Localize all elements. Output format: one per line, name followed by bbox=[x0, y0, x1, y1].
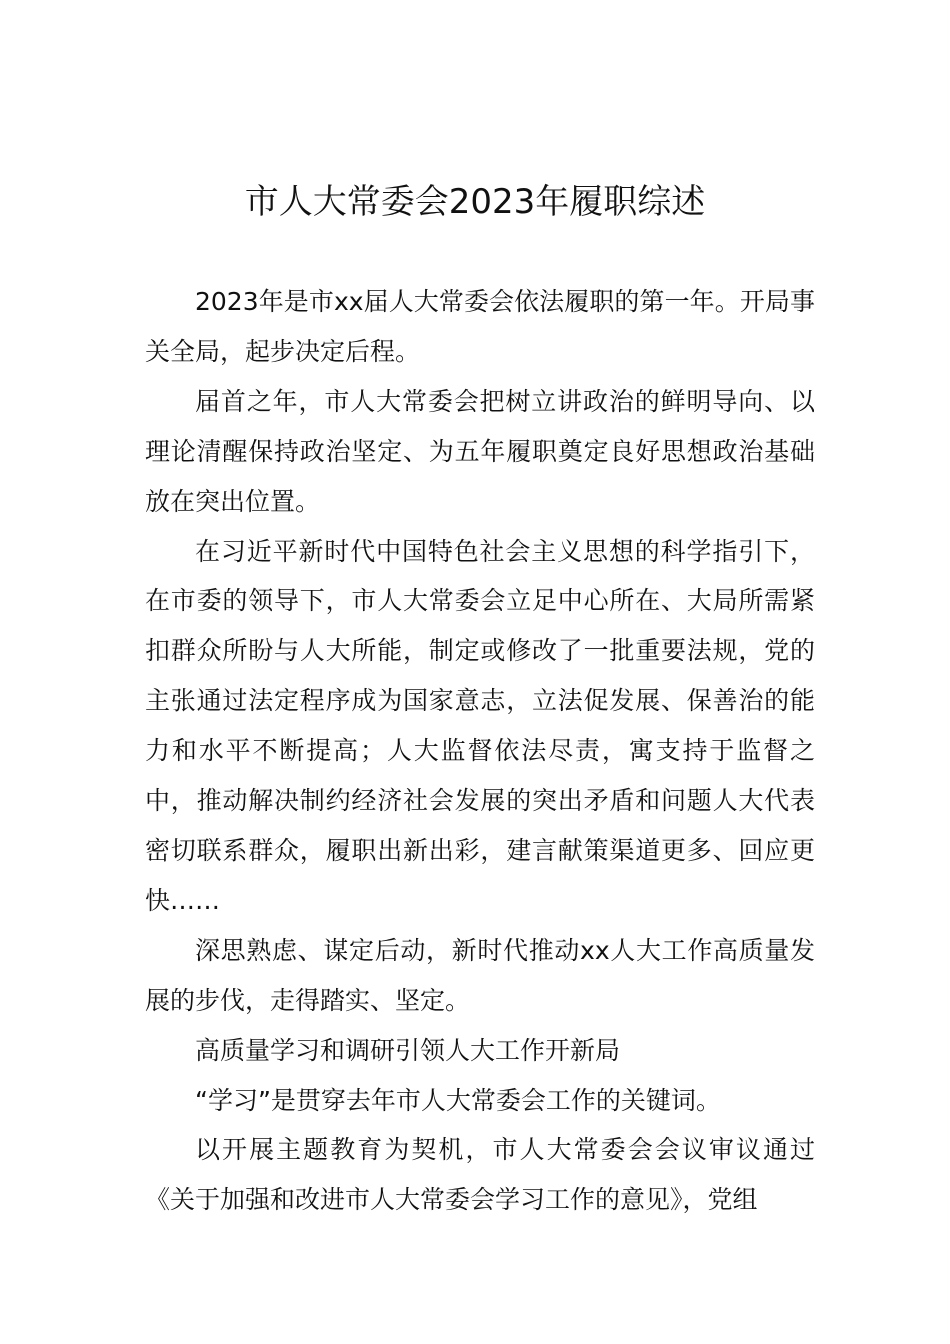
paragraph-first-year: 届首之年，市人大常委会把树立讲政治的鲜明导向、以理论清醒保持政治坚定、为五年履职奠定良好思想政治基础放在突出位置。 bbox=[145, 386, 815, 516]
document-title: 市人大常委会2023年履职综述 bbox=[244, 182, 706, 222]
paragraph-education: 以开展主题教育为契机，市人大常委会会议审议通过《关于加强和改进市人大常委会学习工作的意见》，党组 bbox=[145, 1135, 815, 1215]
paragraph-guidance: 在习近平新时代中国特色社会主义思想的科学指引下，在市委的领导下，市人大常委会立足中心所在、大局所需紧扣群众所盼与人大所能，制定或修改了一批重要法规，党的主张通过法定程序成为国家意志，立法促发展、保善治的能力和水平不断提高；人大监督依法尽责，寓支持于监督之中，推动解决制约经济社会发展的突出矛盾和问题人大代表密切联系群众，履职出新出彩，建言献策渠道更多、回应更快…… bbox=[145, 536, 815, 915]
paragraph-keyword: “学习”是贯穿去年市人大常委会工作的关键词。 bbox=[195, 1085, 721, 1115]
paragraph-intro: 2023年是市xx届人大常委会依法履职的第一年。开局事关全局，起步决定后程。 bbox=[145, 287, 815, 366]
section-heading: 高质量学习和调研引领人大工作开新局 bbox=[195, 1035, 621, 1065]
document-body bbox=[145, 277, 815, 1225]
paragraph-steps: 深思熟虑、谋定后动，新时代推动xx人大工作高质量发展的步伐，走得踏实、坚定。 bbox=[145, 935, 815, 1015]
